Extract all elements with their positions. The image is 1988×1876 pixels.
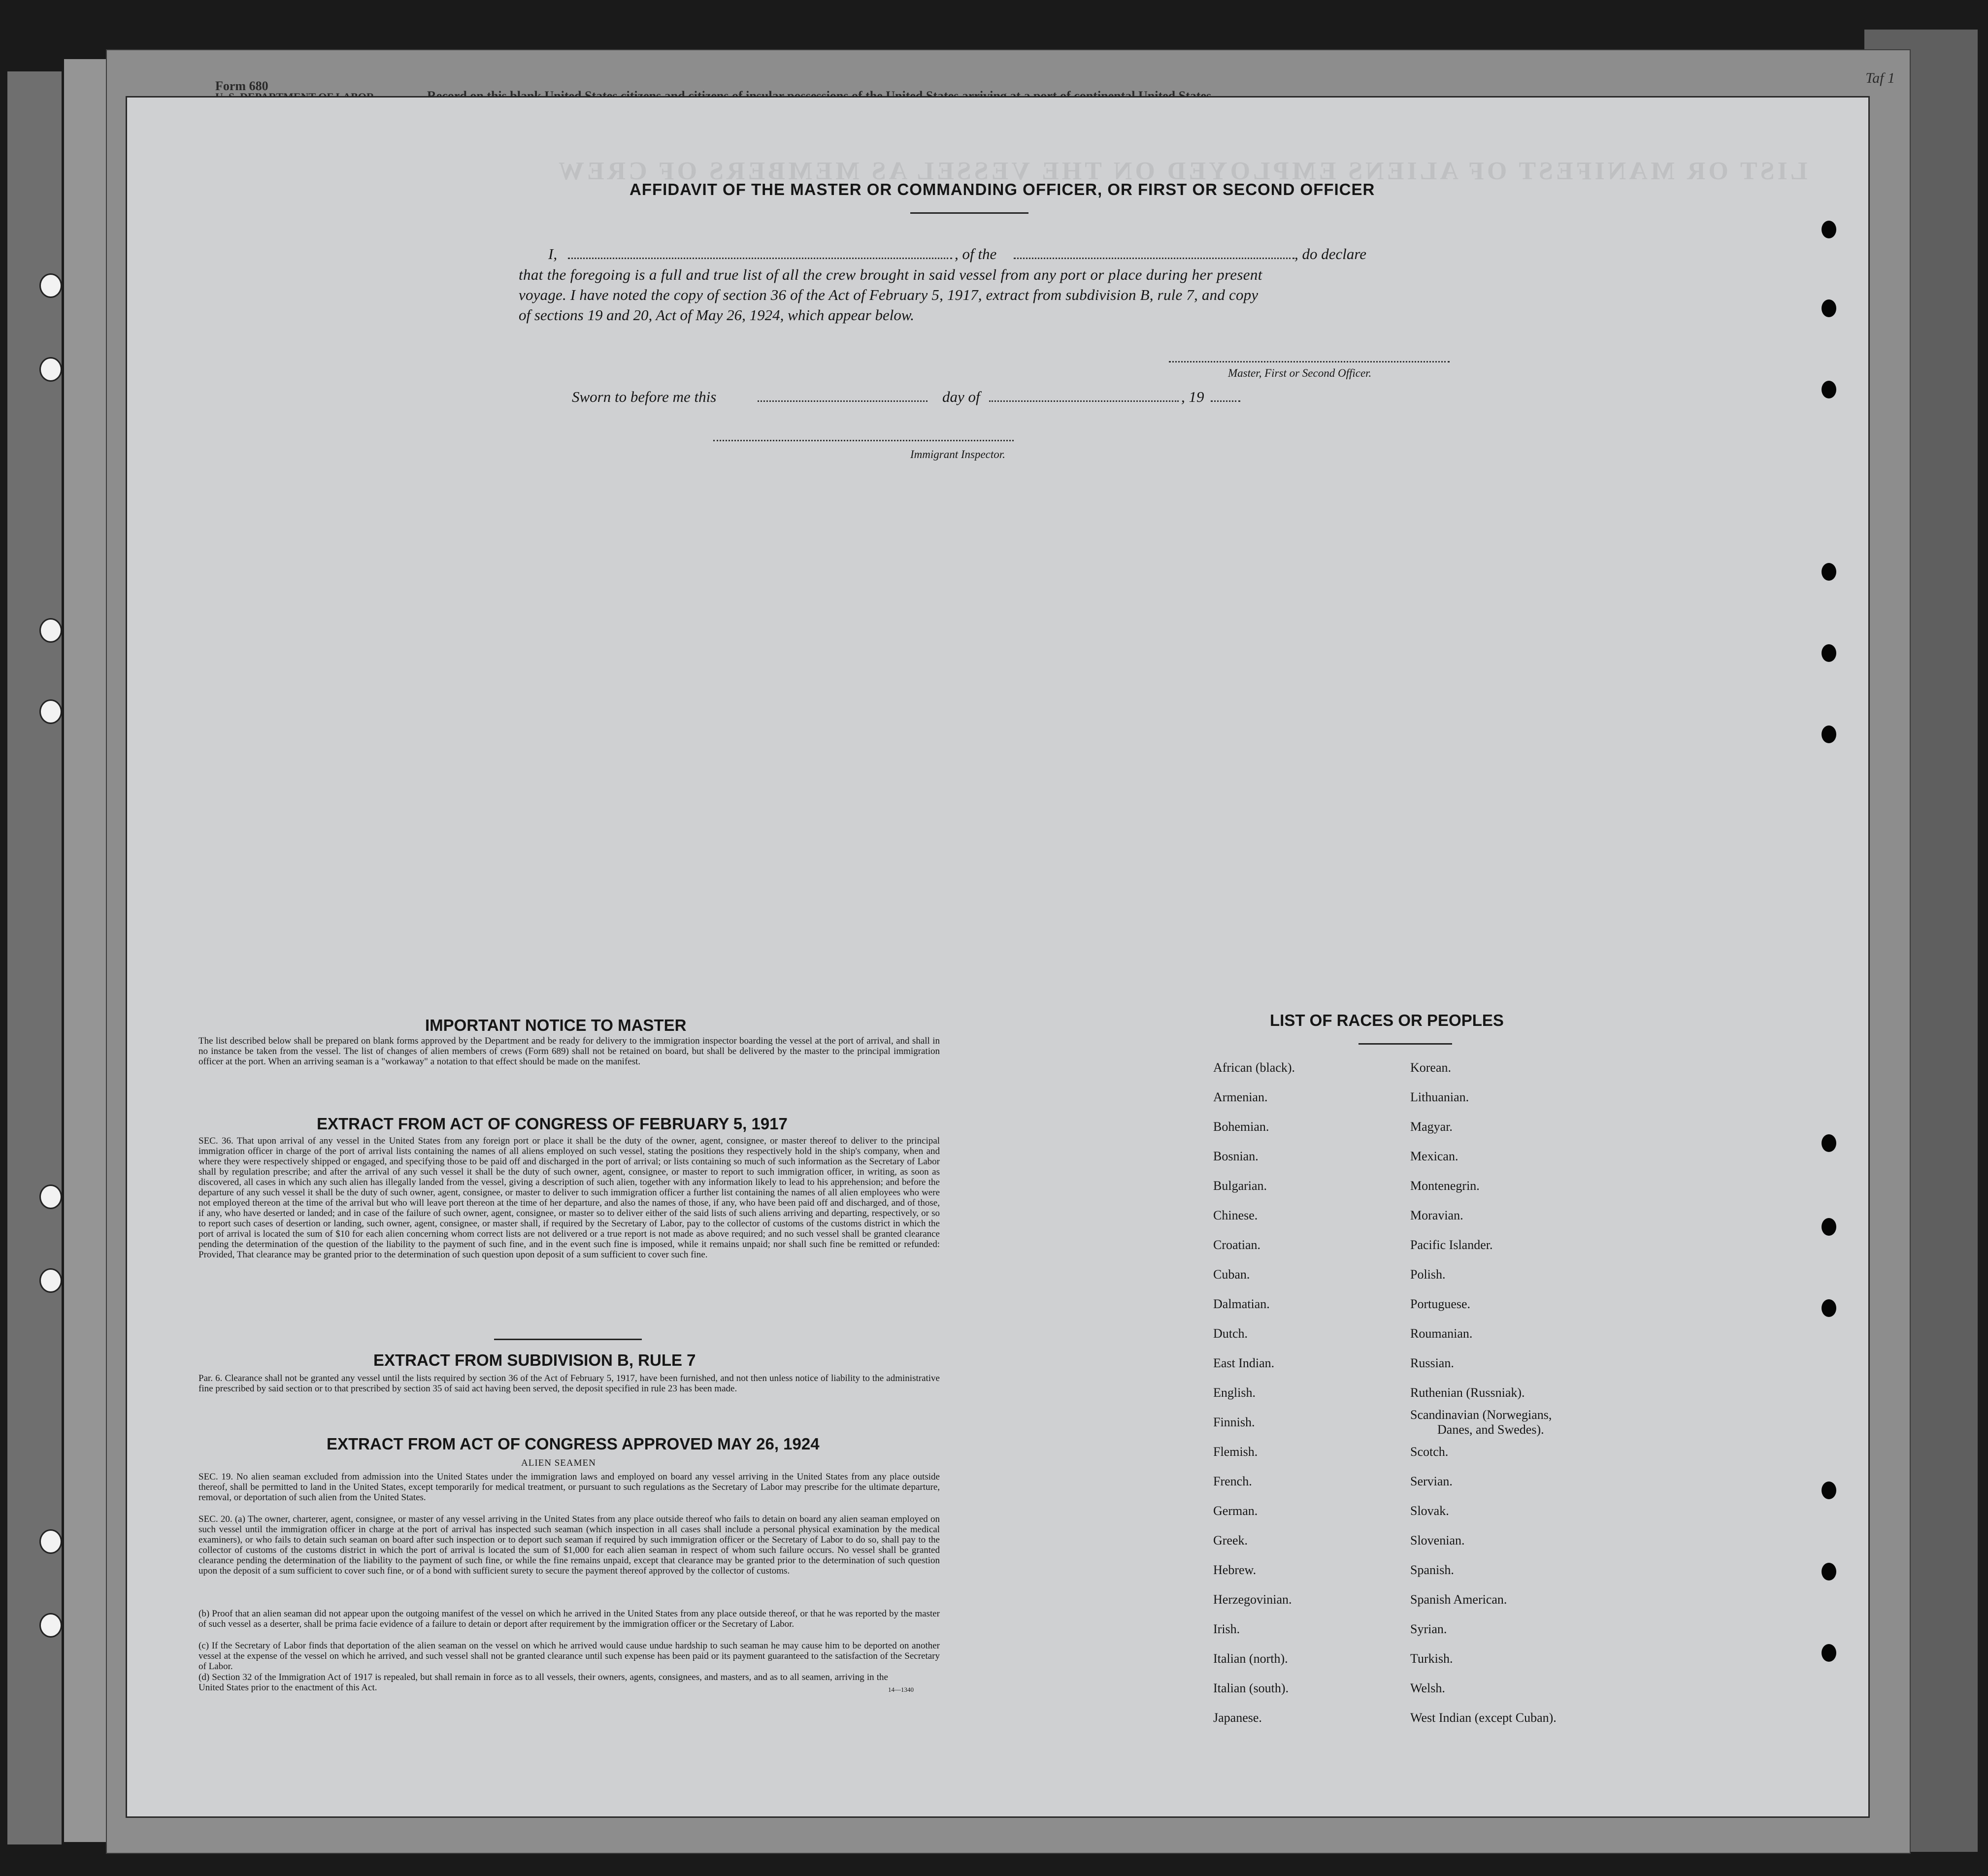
race-right-item: Slovenian. [1410, 1533, 1465, 1547]
punch-hole [1822, 1218, 1836, 1236]
extract-1917-text: SEC. 36. That upon arrival of any vessel in the United States from any foreign port or place it shall be the duty of the owner, agent, consignee, or master thereof to deliver to the principal immigration officer in charge of the port of arrival lists containing the names of all aliens employed on such vessel, stating the positions they respectively hold in the ship's company, when and where they were respectively shipped or engaged, and specifying those to be paid off and discharged in the port of arrival; or lists containing so much of such information as the Secretary of Labor shall by regulation prescribe; and after the arrival of any such vessel it shall be the duty of such owner, agent, consignee, or master to report to such immigration officer, in writing, as soon as discovered, all cases in which any such alien has illegally landed from the vessel, giving a description of such alien, together with any information likely to lead to his apprehension; and before the departure of any such vessel it shall be the duty of such owner, agent, consignee, or master to deliver to such immigration officer a further list containing the names of all alien employees who were not employed thereon at the time of the arrival but who will leave port thereon at the time of her departure, and also the names of those, if any, who have been paid off and discharged, and of those, if any, who have deserted or landed; and in case of the failure of such owner, agent, consignee, or master so to deliver either of the said lists of such aliens arriving and departing, respectively, or so to report such cases of desertion or landing, such owner, agent, consignee, or master shall, if required by the Secretary of Labor, pay to the collector of customs of the customs district in which the port of arrival is located the sum of $10 for each alien concerning whom correct lists are not delivered or a true report is not made as above required; and no such vessel shall be granted clearance pending the determination of the question of the liability to the payment of such fine, and in the event such fine is imposed, while it remains unpaid; nor shall such fine be remitted or refunded: Provided, That clearance may be granted prior to the determination of such question upon deposit of a sum sufficient to cover such fine. [199, 1136, 940, 1260]
race-left-item: Croatian. [1213, 1238, 1261, 1252]
race-right-item: West Indian (except Cuban). [1410, 1711, 1557, 1725]
race-right-item: Scandinavian (Norwegians, [1410, 1408, 1552, 1422]
race-left-item: Bulgarian. [1213, 1179, 1267, 1193]
affidavit-line-4: of sections 19 and 20, Act of May 26, 1924, which appear below. [519, 306, 915, 324]
inspector-line [713, 440, 1014, 441]
punch-hole [1822, 725, 1836, 743]
day-of-label: day of [942, 388, 980, 405]
section-divider [494, 1339, 642, 1340]
punch-hole [1822, 644, 1836, 662]
race-left-item: Japanese. [1213, 1711, 1262, 1725]
race-left-item: Herzegovinian. [1213, 1592, 1292, 1607]
punch-hole [1822, 563, 1836, 581]
year-label: , 19 [1181, 388, 1204, 405]
race-left-item: Dutch. [1213, 1326, 1248, 1341]
race-right-item: Scotch. [1410, 1445, 1449, 1459]
race-left-item: German. [1213, 1504, 1258, 1518]
punch-hole [1822, 1481, 1836, 1499]
race-right-item: Spanish. [1410, 1563, 1454, 1577]
extract-1924-sec20c: (c) If the Secretary of Labor finds that deportation of the alien seaman on the vessel on which he arrived would cause undue hardship to such seaman he may cause him to be deported on another vessel at the expense of the vessel on which he arrived, and such vessel shall not be granted clearance until such expense has been paid or its payment guaranteed to the satisfaction of the Secretary of Labor. [199, 1641, 940, 1672]
binder-hole [39, 1185, 62, 1209]
signature-caption: Master, First or Second Officer. [1228, 367, 1372, 379]
print-code: 14—1340 [888, 1686, 914, 1693]
bleed-through-title: LIST OR MANIFEST OF ALIENS EMPLOYED ON THE VESSEL AS MEMBERS OF CREW [556, 157, 1808, 185]
race-right-item: Portuguese. [1410, 1297, 1471, 1311]
binder-hole [39, 699, 62, 724]
punch-hole [1822, 1134, 1836, 1152]
left-under-page-edge [64, 59, 111, 1842]
race-right-item: Ruthenian (Russniak). [1410, 1385, 1525, 1400]
race-right-item: Welsh. [1410, 1681, 1445, 1695]
race-left-item: French. [1213, 1474, 1252, 1488]
race-left-item: East Indian. [1213, 1356, 1275, 1370]
sworn-day-line [758, 400, 928, 402]
punch-hole [1822, 381, 1836, 398]
races-title: LIST OF RACES OR PEOPLES [1270, 1011, 1504, 1029]
binder-hole [39, 618, 62, 643]
race-right-item: Russian. [1410, 1356, 1454, 1370]
name-line [568, 258, 952, 259]
notice-title: IMPORTANT NOTICE TO MASTER [425, 1016, 687, 1034]
affidavit-title: AFFIDAVIT OF THE MASTER OR COMMANDING OFFICER, OR FIRST OR SECOND OFFICER [630, 180, 1375, 198]
race-left-item: Bosnian. [1213, 1149, 1259, 1163]
form-number: Form 680 [215, 79, 268, 93]
month-line [989, 400, 1179, 402]
race-right-item: Slovak. [1410, 1504, 1449, 1518]
extract-1924-title: EXTRACT FROM ACT OF CONGRESS APPROVED MAY 26, 1924 [327, 1435, 820, 1453]
punch-hole [1822, 1644, 1836, 1662]
race-left-item: Armenian. [1213, 1090, 1268, 1104]
signature-line [1169, 361, 1450, 362]
punch-hole [1822, 221, 1836, 238]
affidavit-i-label: I, [548, 245, 558, 263]
binder-hole [39, 273, 62, 298]
page-mark: Taf 1 [1865, 70, 1895, 86]
race-left-item: African (black). [1213, 1060, 1295, 1075]
binder-hole [39, 357, 62, 382]
race-left-item: Italian (north). [1213, 1651, 1288, 1666]
race-left-item: Bohemian. [1213, 1119, 1269, 1134]
race-right-item: Polish. [1410, 1267, 1446, 1282]
extract-1924-sec19: SEC. 19. No alien seaman excluded from admission into the United States under the immigration laws and employed on board any vessel arriving in the United States from any place outside thereof, shall be permitted to land in the United States, except temporarily for medical treatment, or pursuant to such regulations as the Secretary of Labor may prescribe for the ultimate departure, removal, or deportation of such alien from the United States. [199, 1472, 940, 1503]
affidavit-of-the-label: , of the [955, 245, 997, 263]
race-left-item: English. [1213, 1385, 1256, 1400]
race-left-item: Irish. [1213, 1622, 1240, 1636]
affidavit-do-declare: , do declare [1294, 245, 1367, 263]
affidavit-line-2: that the foregoing is a full and true list of all the crew brought in said vessel from any port or place during her present [519, 266, 1262, 283]
affidavit-line-3: voyage. I have noted the copy of section 36 of the Act of February 5, 1917, extract from subdivision B, rule 7, and copy [519, 286, 1259, 303]
extract-rule7-text: Par. 6. Clearance shall not be granted any vessel until the lists required by section 36 of the Act of February 5, 1917, have been furnished, and not then unless notice of liability to the administrative fine prescribed by said section or to that prescribed by section 35 of said act having been served, the deposit specified in rule 23 has been made. [199, 1373, 940, 1394]
extract-1917-title: EXTRACT FROM ACT OF CONGRESS OF FEBRUARY 5, 1917 [317, 1115, 788, 1133]
punch-hole [1822, 1563, 1836, 1580]
race-right-item: Syrian. [1410, 1622, 1447, 1636]
binder-hole [39, 1613, 62, 1638]
notice-text: The list described below shall be prepared on blank forms approved by the Department and be ready for delivery to the immigration inspector boarding the vessel at the port of arrival, and shall in no instance be taken from the vessel. The list of changes of alien members of crews (Form 689) shall not be retained on board, but shall be delivered by the master to the principal immigration officer at the port. When an arriving seaman is a "workaway" a notation to that effect should be made on the manifest. [199, 1036, 940, 1067]
race-right-item: Mexican. [1410, 1149, 1458, 1163]
race-left-item: Chinese. [1213, 1208, 1258, 1222]
affidavit-sheet [126, 96, 1870, 1818]
extract-rule7-title: EXTRACT FROM SUBDIVISION B, RULE 7 [373, 1351, 696, 1369]
title-underline [910, 212, 1028, 214]
race-left-item: Greek. [1213, 1533, 1248, 1547]
alien-seamen-subtitle: ALIEN SEAMEN [521, 1458, 596, 1468]
race-left-item: Finnish. [1213, 1415, 1255, 1429]
race-right-item: Servian. [1410, 1474, 1453, 1488]
race-right-item: Roumanian. [1410, 1326, 1473, 1341]
race-right-item: Moravian. [1410, 1208, 1463, 1222]
extract-1924-sec20d: (d) Section 32 of the Immigration Act of 1917 is repealed, but shall remain in force as to all vessels, their owners, agents, consignees, and masters, and as to all seamen, arriving in the United States prior to the enactment of this Act. [199, 1672, 888, 1693]
race-right-item-continued: Danes, and Swedes). [1437, 1422, 1544, 1437]
binder-hole [39, 1268, 62, 1293]
race-right-item: Magyar. [1410, 1119, 1453, 1134]
race-right-item: Pacific Islander. [1410, 1238, 1493, 1252]
punch-hole [1822, 299, 1836, 317]
binder-hole [39, 1529, 62, 1554]
race-left-item: Cuban. [1213, 1267, 1250, 1282]
extract-1924-sec20a: SEC. 20. (a) The owner, charterer, agent, consignee, or master of any vessel arriving in the United States from any place outside thereof who fails to detain on board any alien seaman employed on such vessel until the immigration officer in charge at the port of arrival has inspected such seaman (which inspection in all cases shall include a personal physical examination by the medical examiners), or who fails to detain such seaman on board after such inspection or to deport such seaman if required by such immigration officer or the Secretary of Labor to do so, shall pay to the collector of customs of the customs district in which the port of arrival is located the sum of $1,000 for each alien seaman in respect of whom such failure occurs. No vessel shall be granted clearance pending the determination of the liability to the payment of such fine, or while the fine remains unpaid, except that clearance may be granted prior to the determination of such question upon the deposit of a sum sufficient to cover such fine, or of a bond with sufficient surety to secure the payment thereof approved by the collector of customs. [199, 1514, 940, 1576]
vessel-line [1014, 258, 1294, 259]
race-right-item: Turkish. [1410, 1651, 1453, 1666]
race-right-item: Montenegrin. [1410, 1179, 1480, 1193]
inspector-caption: Immigrant Inspector. [910, 448, 1005, 461]
race-right-item: Spanish American. [1410, 1592, 1507, 1607]
extract-1924-sec20b: (b) Proof that an alien seaman did not appear upon the outgoing manifest of the vessel on which he arrived in the United States from any place outside thereof, or that he was reported by the master of such vessel as a deserter, shall be prima facie evidence of a failure to detain or deport after requirement by the immigration officer or the Secretary of Labor. [199, 1609, 940, 1629]
race-left-item: Hebrew. [1213, 1563, 1257, 1577]
race-left-item: Dalmatian. [1213, 1297, 1270, 1311]
sworn-label: Sworn to before me this [572, 388, 717, 405]
year-line [1211, 400, 1240, 402]
race-right-item: Korean. [1410, 1060, 1452, 1075]
races-title-underline [1358, 1043, 1452, 1045]
race-left-item: Italian (south). [1213, 1681, 1289, 1695]
race-left-item: Flemish. [1213, 1445, 1258, 1459]
left-binding-strip [7, 71, 62, 1844]
race-right-item: Lithuanian. [1410, 1090, 1469, 1104]
punch-hole [1822, 1299, 1836, 1317]
